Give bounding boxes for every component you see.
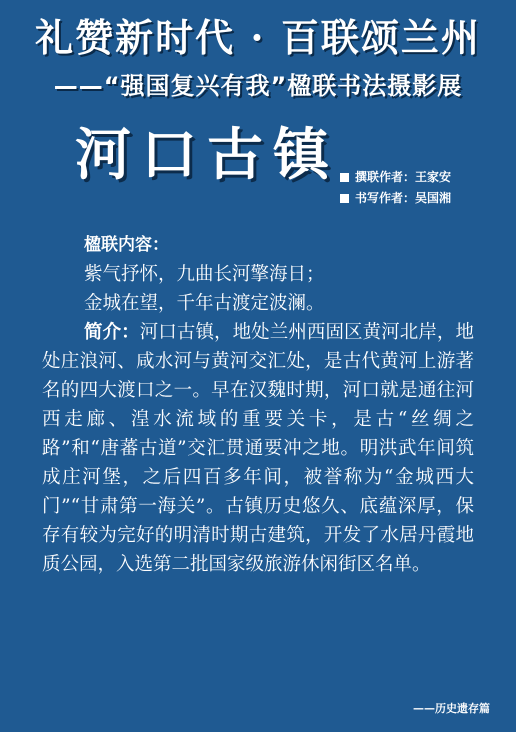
exhibition-title: 礼赞新时代 · 百联颂兰州 <box>35 15 481 60</box>
exhibition-subtitle: ——“强国复兴有我”楹联书法摄影展 <box>53 72 463 100</box>
couplet-line-1: 紫气抒怀，九曲长河擎海日； <box>84 264 325 285</box>
section-footer: ——历史遗存篇 <box>413 702 490 715</box>
credit-author-text: 撰联作者：王家安 <box>355 170 452 184</box>
intro-text: 河口古镇，地处兰州西固区黄河北岸，地处庄浪河、咸水河与黄河交汇处，是古代黄河上游著名的四大渡口之一。早在汉魏时期，河口就是通往河西走廊、湟水流域的重要关卡，是古“丝绸之路”和“唐蕃古道”交汇贯通要冲之地。明洪武年间筑成庄河堡，之后四百多年间，被誉称为“金城西大门”“甘肃第一海关”。古镇历史悠久、底蕴深厚，保存有较为完好的明清时期古建筑，开发了水居丹霞地质公园，入选第二批国家级旅游休闲街区名单。 <box>42 322 474 575</box>
square-bullet-icon <box>340 173 349 182</box>
credit-calligrapher <box>340 188 451 209</box>
credit-author <box>340 167 451 188</box>
credit-calligrapher-text: 书写作者：吴国湘 <box>355 191 452 205</box>
credits <box>340 167 451 209</box>
square-bullet-icon <box>340 194 349 203</box>
intro-label: 简介： <box>84 322 140 343</box>
couplet-heading: 楹联内容： <box>84 235 169 255</box>
couplet-line-2: 金城在望，千年古渡定波澜。 <box>84 293 325 314</box>
intro-paragraph <box>42 318 474 579</box>
page-title: 河口古镇 <box>75 122 339 188</box>
body-text <box>42 231 474 579</box>
